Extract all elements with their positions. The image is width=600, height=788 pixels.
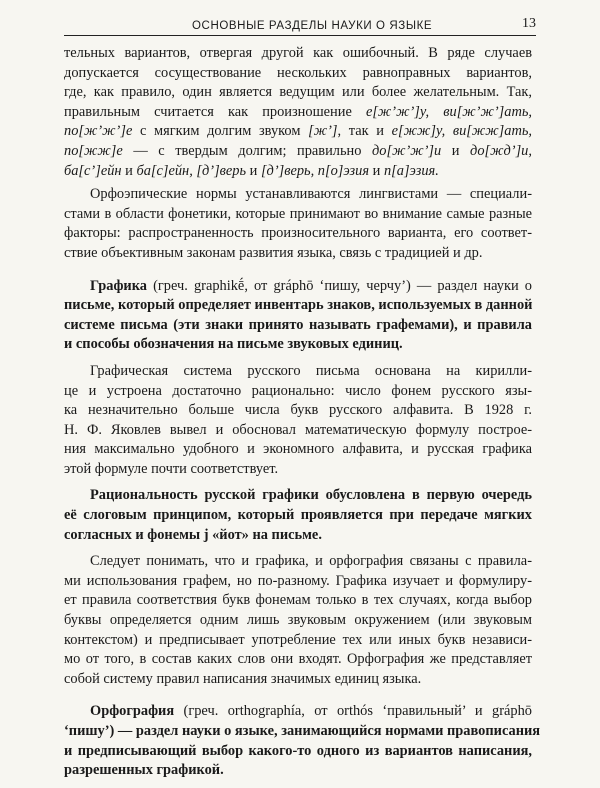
text-line: где, как правило, один является ведущим или более желательным. Так, xyxy=(64,84,532,101)
text-run: и xyxy=(369,162,384,179)
text-line: системе письма (эти знаки принято называть графемами), и правила xyxy=(64,316,532,333)
running-title: ОСНОВНЫЕ РАЗДЕЛЫ НАУКИ О ЯЗЫКЕ xyxy=(192,20,433,32)
text-line: и способы обозначения на письме звуковых единиц. xyxy=(64,336,403,353)
text-line: тельных вариантов, отвергая другой как ошибочный. В ряде случаев xyxy=(64,45,532,61)
paragraph-syllabic-principle xyxy=(64,486,532,545)
page-header xyxy=(64,6,536,36)
transcription-example: по[ж’ж’]е xyxy=(64,123,133,140)
text-run: (греч. graphikḗ, от gráphō ‘пишу, черчу’) — раздел науки о xyxy=(146,277,532,294)
paragraph-grafika-definition xyxy=(64,277,532,355)
text-line xyxy=(64,162,532,182)
text-line: её слоговым принципом, который проявляется при передаче мягких xyxy=(64,507,532,524)
transcription-example: п[а]эзия. xyxy=(383,162,439,179)
text-line: Рациональность русской графики обусловлена в первую очередь xyxy=(90,487,532,504)
text-run: и xyxy=(246,162,261,179)
term-heading: Орфография xyxy=(90,703,175,720)
text-line xyxy=(64,122,532,142)
text-line: ния максимально удобного и экономного алфавита, и русская графика xyxy=(64,441,532,458)
text-line: Следует понимать, что и графика, и орфография связаны с правила- xyxy=(90,553,532,570)
term-heading: Графика xyxy=(90,277,147,294)
page-body xyxy=(64,44,541,788)
text-line: ет правила соответствия букв фонемам только в тех случаях, когда выбор xyxy=(64,592,532,609)
transcription-example: е[ж’ж’]у, ви[ж’ж’]ать, xyxy=(365,103,532,120)
text-line: це и устроена достаточно рационально: число фонем русского язы- xyxy=(64,382,532,399)
text-line: ка незначительно больше числа букв русского алфавита. В 1928 г. xyxy=(64,402,532,419)
text-line xyxy=(64,103,532,123)
text-line: ствие объективным законам развития языка, связь с традицией и др. xyxy=(64,244,483,261)
transcription-example: по[жж]е xyxy=(64,142,123,159)
text-run: и xyxy=(441,142,471,159)
transcription-example: до[жд’]и, xyxy=(470,142,532,159)
text-run: (греч. orthographía, от orthós ‘правильный’ и gráphō xyxy=(174,703,532,720)
paragraph-graphic-system xyxy=(64,362,532,480)
text-run: , так и xyxy=(337,123,392,140)
text-line xyxy=(64,277,532,297)
page-number: 13 xyxy=(522,16,536,31)
transcription-example: [ж’] xyxy=(308,123,338,140)
text-line: буквы определяется одним лишь звуковым окружением (или звуковым xyxy=(64,612,532,629)
text-line: и предписывающий выбор какого-то одного из вариантов написания, xyxy=(64,742,532,759)
text-run: правильным считается как произношение xyxy=(64,103,366,120)
text-line: собой систему правил написания значимых единиц языка. xyxy=(64,670,422,687)
text-line: разрешенных графикой. xyxy=(64,762,224,779)
text-line: Орфоэпические нормы устанавливаются лингвистами — специали- xyxy=(90,186,532,203)
transcription-example: е[жж]у, ви[жж]ать, xyxy=(391,123,533,140)
text-run: — с твердым долгим; правильно xyxy=(122,142,372,159)
text-line xyxy=(64,702,532,722)
transcription-example: ба[с’]ейн xyxy=(64,162,122,179)
text-line: этой формуле почти соответствует. xyxy=(64,460,279,477)
text-line: факторы: распространенность произносительного варианта, его соответ- xyxy=(64,225,532,242)
text-line: допускается сосуществование нескольких равноправных вариантов, xyxy=(64,64,532,81)
text-line: Графическая система русского письма основана на кирилли- xyxy=(90,362,532,379)
paragraph-orthoepic-variants xyxy=(64,44,532,181)
paragraph-orthoepic-norms xyxy=(64,185,532,263)
text-line: ми использования графем, но по-разному. Графика изучает и формулиру- xyxy=(64,572,532,589)
text-line: стами в области фонетики, которые принимают во внимание самые разные xyxy=(64,205,532,222)
text-run: и xyxy=(121,162,137,179)
text-line: письме, который определяет инвентарь знаков, используемых в данной xyxy=(64,297,533,314)
paragraph-graphics-vs-orthography xyxy=(64,552,532,689)
paragraph-orfografiya-definition xyxy=(64,702,541,780)
text-line: контекстом) и предписывает употребление тех или иных букв независи- xyxy=(64,631,532,648)
text-line xyxy=(64,142,532,162)
text-run: с мягким долгим звуком xyxy=(132,123,309,140)
transcription-example: до[ж’ж’]и xyxy=(372,142,442,159)
text-line: Н. Ф. Яковлев вывел и обосновал математическую формулу построе- xyxy=(64,421,532,438)
transcription-example: ба[с]ейн, [д’]верь xyxy=(136,162,247,179)
text-line: согласных и фонемы j «йот» на письме. xyxy=(64,526,322,543)
text-line: мо от того, в состав каких слов они входят. Орфография же представляет xyxy=(64,651,532,668)
text-line: ‘пишу’) — раздел науки о языке, занимающийся нормами правописания xyxy=(64,723,541,739)
transcription-example: [д’]верь, п[о]эзия xyxy=(260,162,370,179)
